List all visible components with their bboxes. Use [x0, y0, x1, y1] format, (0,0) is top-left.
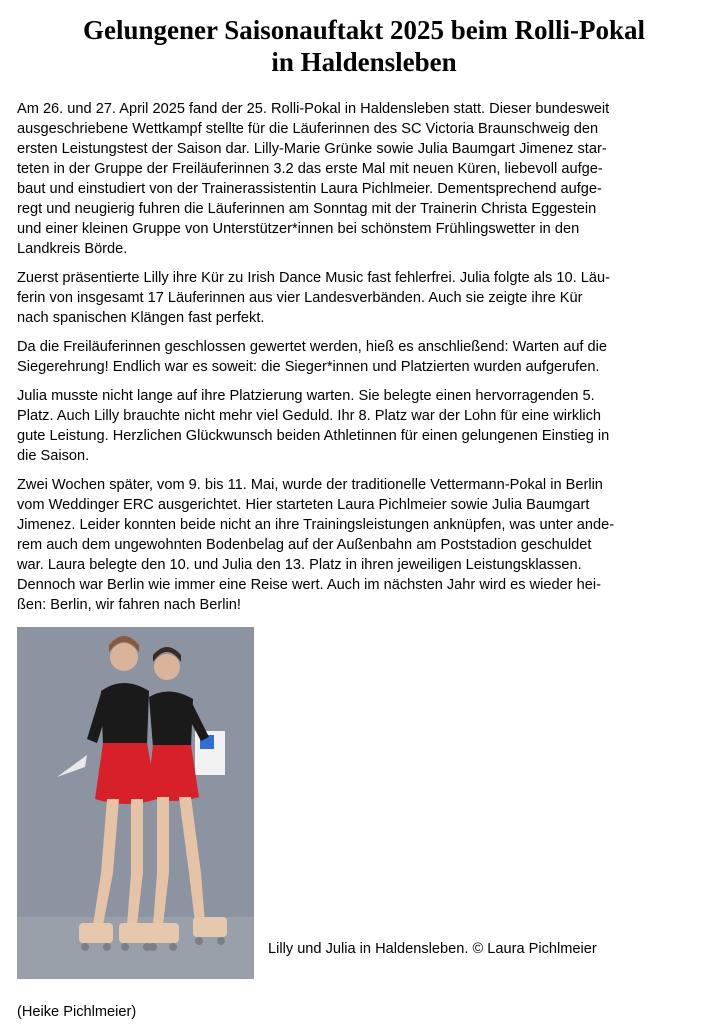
text-line: und einer kleinen Gruppe von Unterstützer*innen bei schönstem Frühlingswetter in den: [17, 221, 580, 237]
skate-boot: [79, 923, 113, 943]
paragraph-berlin: [17, 475, 661, 615]
skaters-photo: [17, 627, 254, 979]
skater-left-top: [101, 683, 149, 745]
text-line: Am 26. und 27. April 2025 fand der 25. Rolli-Pokal in Haldensleben statt. Dieser bundesweit: [17, 101, 610, 117]
text-line: die Saison.: [17, 448, 90, 464]
text-line: rem auch dem ungewohnten Bodenbelag auf der Außenbahn am Poststadion geschuldet: [17, 537, 592, 553]
title-line: in Haldensleben: [271, 47, 457, 77]
text-line: ferin von insgesamt 17 Läuferinnen aus vier Landesverbänden. Auch sie zeigte ihre Kür: [17, 290, 583, 306]
author-credit: (Heike Pichlmeier): [17, 1004, 137, 1020]
photo-caption: Lilly und Julia in Haldensleben. © Laura Pichlmeier: [268, 941, 597, 957]
skater-right-head: [154, 654, 180, 680]
text-line: Zuerst präsentierte Lilly ihre Kür zu Irish Dance Music fast fehlerfrei. Julia folgte als 10. Läu-: [17, 270, 610, 286]
text-line: Platz. Auch Lilly brauchte nicht mehr viel Geduld. Ihr 8. Platz war der Lohn für eine wirklich: [17, 408, 602, 424]
text-line: Zwei Wochen später, vom 9. bis 11. Mai, wurde der traditionelle Vettermann-Pokal in Berlin: [17, 477, 603, 493]
skater-right-skirt: [147, 745, 199, 801]
skater-right-top: [149, 691, 193, 747]
paragraph-kuer: [17, 268, 661, 328]
skater-left-head: [110, 643, 138, 671]
paragraph-siegerehrung: [17, 337, 661, 377]
skaters-photo-illustration: [17, 627, 254, 979]
text-line: Jimenez. Leider konnten beide nicht an ihre Trainingsleistungen anknüpfen, was unter ande-: [17, 517, 615, 533]
text-line: nach spanischen Klängen fast perfekt.: [17, 310, 265, 326]
skate-boot: [147, 923, 179, 943]
text-line: war. Laura belegte den 10. und Julia den 13. Platz in ihren jeweiligen Leistungsklassen.: [17, 557, 582, 573]
text-line: ausgeschriebene Wettkampf stellte für die Läuferinnen des SC Victoria Braunschweig den: [17, 121, 599, 137]
text-line: Da die Freiläuferinnen geschlossen gewertet werden, hieß es anschließend: Warten auf die: [17, 339, 608, 355]
article-body: [17, 99, 661, 624]
text-line: regt und neugierig fuhren die Läuferinnen am Sonntag mit der Trainerin Christa Eggestein: [17, 201, 597, 217]
paragraph-rolli-pokal: [17, 99, 661, 259]
text-line: vom Weddinger ERC ausgerichtet. Hier starteten Laura Pichlmeier sowie Julia Baumgart: [17, 497, 590, 513]
skate-boot: [193, 917, 227, 937]
article-title: [0, 14, 728, 78]
text-line: Julia musste nicht lange auf ihre Platzierung warten. Sie belegte einen hervorragenden 5.: [17, 388, 595, 404]
title-line: Gelungener Saisonauftakt 2025 beim Rolli-Pokal: [82, 15, 646, 45]
text-line: Dennoch war Berlin wie immer eine Reise wert. Auch im nächsten Jahr wird es wieder hei-: [17, 577, 601, 593]
text-line: Landkreis Börde.: [17, 241, 128, 257]
text-line: ersten Leistungstest der Saison dar. Lilly-Marie Grünke sowie Julia Baumgart Jimenez star-: [17, 141, 607, 157]
text-line: Siegerehrung! Endlich war es soweit: die Sieger*innen und Platzierten wurden aufgerufen.: [17, 359, 600, 375]
text-line: baut und einstudiert von der Trainerassistentin Laura Pichlmeier. Dementsprechend aufge-: [17, 181, 602, 197]
paragraph-platzierung: [17, 386, 661, 466]
text-line: teten in der Gruppe der Freiläuferinnen 3.2 das erste Mal mit neuen Küren, liebevoll aufge-: [17, 161, 603, 177]
text-line: gute Leistung. Herzlichen Glückwunsch beiden Athletinnen für einen gelungenen Einstieg in: [17, 428, 610, 444]
text-line: ßen: Berlin, wir fahren nach Berlin!: [17, 597, 241, 613]
